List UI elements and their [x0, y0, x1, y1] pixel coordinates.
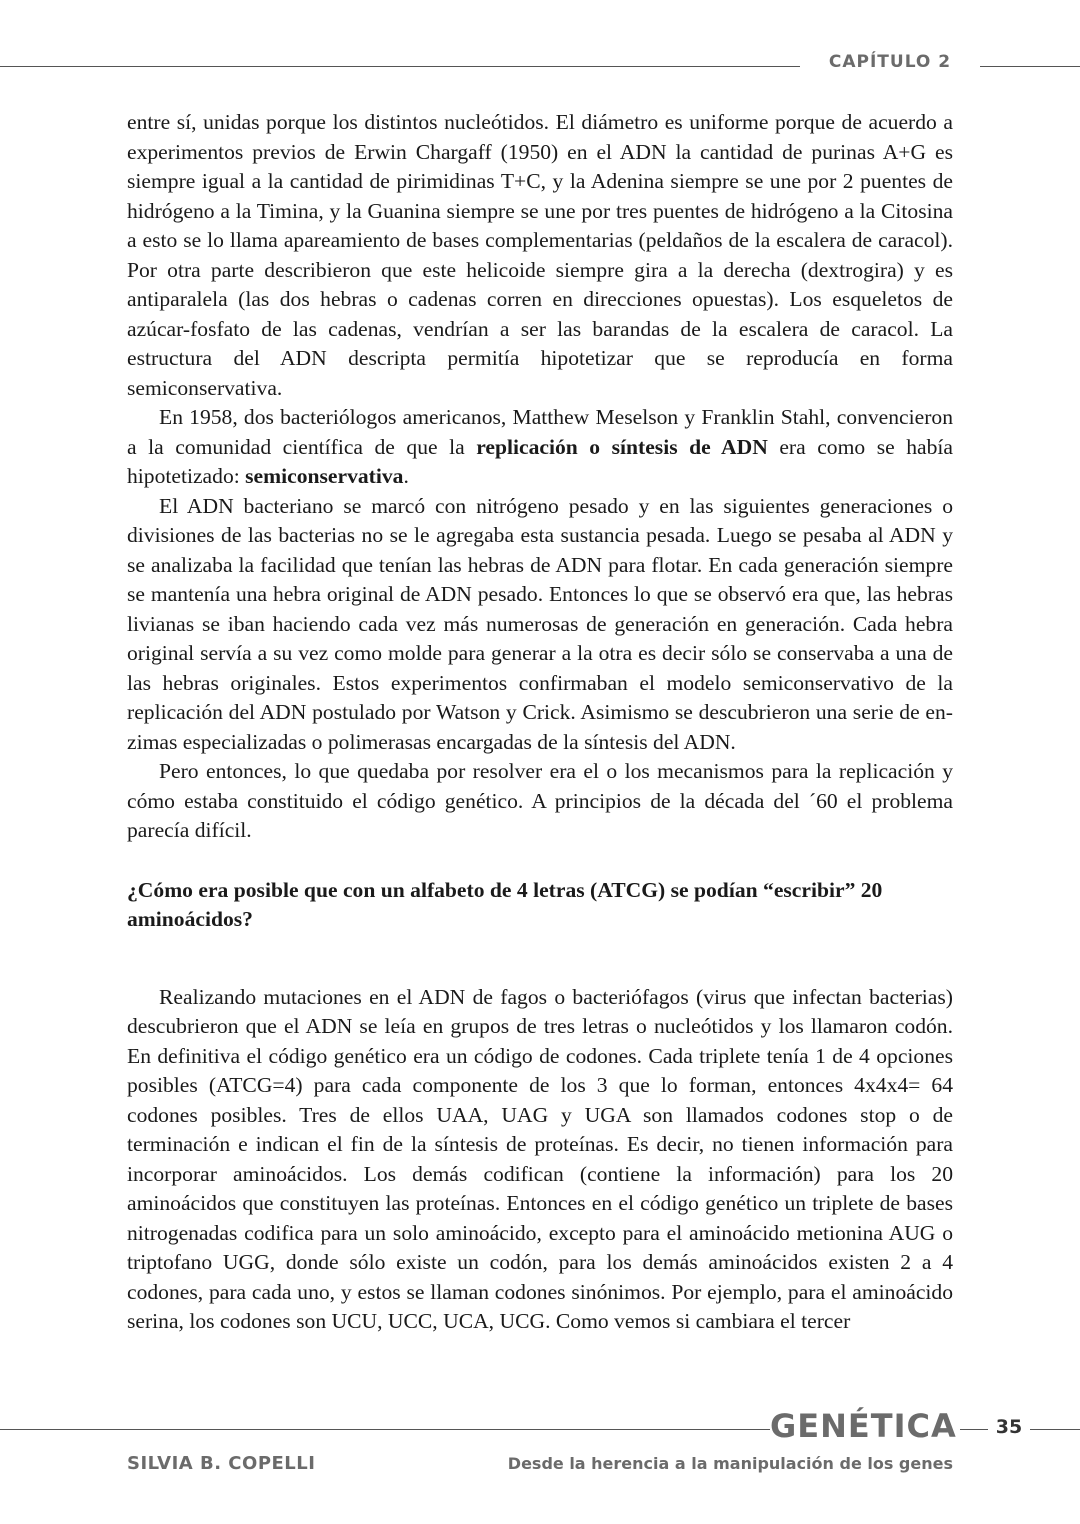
paragraph-text: En 1958, dos bacteriólogos americanos, Matthew Meselson y Franklin Stahl, convencieron a la comunidad científica de que la	[127, 405, 953, 459]
header-rule	[980, 66, 1080, 67]
header-rule	[0, 66, 800, 67]
section-heading: ¿Cómo era posible que con un alfabeto de 4 letras (ATCG) se podían “escribir” 20 aminoácidos?	[127, 877, 883, 931]
book-title: GENÉTICA	[770, 1407, 957, 1445]
paragraph	[127, 403, 953, 492]
bold-term: semiconservativa	[245, 464, 404, 488]
footer-rule	[0, 1429, 770, 1430]
book-subtitle: Desde la herencia a la manipulación de los genes	[507, 1454, 953, 1473]
footer-rule	[1030, 1429, 1080, 1430]
paragraph: Realizando mutaciones en el ADN de fagos o bacteriófagos (virus que infectan bacterias) descubrieron que el ADN se leía en grupos de tres letras o nucleótidos y los llamaron codón. En definitiva el código genético era un código de codones. Cada triplete tenía 1 de 4 opciones posibles (ATCG=4) para cada componente de los 3 que lo forman, entonces 4x4x4= 64 codones posibles. Tres de ellos UAA, UAG y UGA son llamados codones stop o de terminación e indican el fin de la síntesis de proteínas. Es decir, no tienen información para incorporar aminoácidos. Los demás codifican (contiene la información) para los 20 aminoácidos que constituyen las proteínas. Entonces en el código genético un triplete de bases nitrogenadas codifica para un solo aminoácido, excepto para el aminoácido metionina AUG o triptofano UGG, donde sólo existe un codón, para los demás aminoácidos existen 2 a 4 codones, para cada uno, y estos se llaman codones sinónimos. Por ejemplo, para el aminoácido serina, los codones son UCU, UCC, UCA, UCG. Como vemos si cambiara el tercer	[127, 984, 953, 1333]
paragraph: Pero entonces, lo que quedaba por resolver era el o los mecanismos para la replicación y cómo estaba constituido el código genético. A principios de la década del ´60 el problema parecía difícil.	[127, 759, 953, 842]
paragraph: El ADN bacteriano se marcó con nitrógeno pesado y en las siguientes generaciones o divisiones de las bacterias no se le agregaba esta sustancia pesada. Luego se pesaba al ADN y se analizaba la facilidad que tenían las hebras de ADN para flotar. En cada generación siempre se mantenía una hebra original de ADN pesado. Entonces lo que se observó era que, las hebras livianas se iban haciendo cada vez más numerosas de generación en generación. Cada hebra original servía a su vez como molde para generar a la otra es decir sólo se conservaba a una de las hebras originales. Estos experimentos confirmaban el modelo semiconservativo de la replicación del ADN postulado por Watson y Crick. Asimismo se descubrieron una serie de enzimas especializadas o polimerasas encargadas de la síntesis del ADN.	[127, 493, 953, 754]
page-number: 35	[995, 1416, 1023, 1438]
chapter-label: CAPÍTULO 2	[828, 52, 952, 72]
author-name: SILVIA B. COPELLI	[127, 1453, 316, 1474]
paragraph: entre sí, unidas porque los distintos nucleótidos. El diámetro es uniforme porque de acuerdo a experimentos previos de Erwin Chargaff (1950) en el ADN la cantidad de purinas A+G es siempre igual a la cantidad de pirimidinas T+C, y la Adenina siempre se une por 2 puentes de hidrógeno a la Timina, y la Guanina siempre se une por tres puentes de hidrógeno a la Citosina a esto se lo llama apareamiento de bases complementarias (peldaños de la escalera de caracol). Por otra parte describieron que este helicoide siempre gira a la derecha (dextrogira) y es antiparalela (las dos hebras o cadenas corren en direcciones opuestas). Los esqueletos de azúcar-fosfato de las cadenas, vendrían a ser las barandas de la escalera de caracol. La estructura del ADN descripta permitía hipotetizar que se reproducía en forma semiconservativa.	[127, 110, 953, 400]
footer-rule	[960, 1429, 988, 1430]
page-body	[127, 108, 953, 1337]
bold-term: replicación o síntesis de ADN	[476, 434, 768, 459]
paragraph-text: era como se había hipotetizado:	[127, 434, 953, 488]
paragraph-text: .	[403, 464, 409, 488]
